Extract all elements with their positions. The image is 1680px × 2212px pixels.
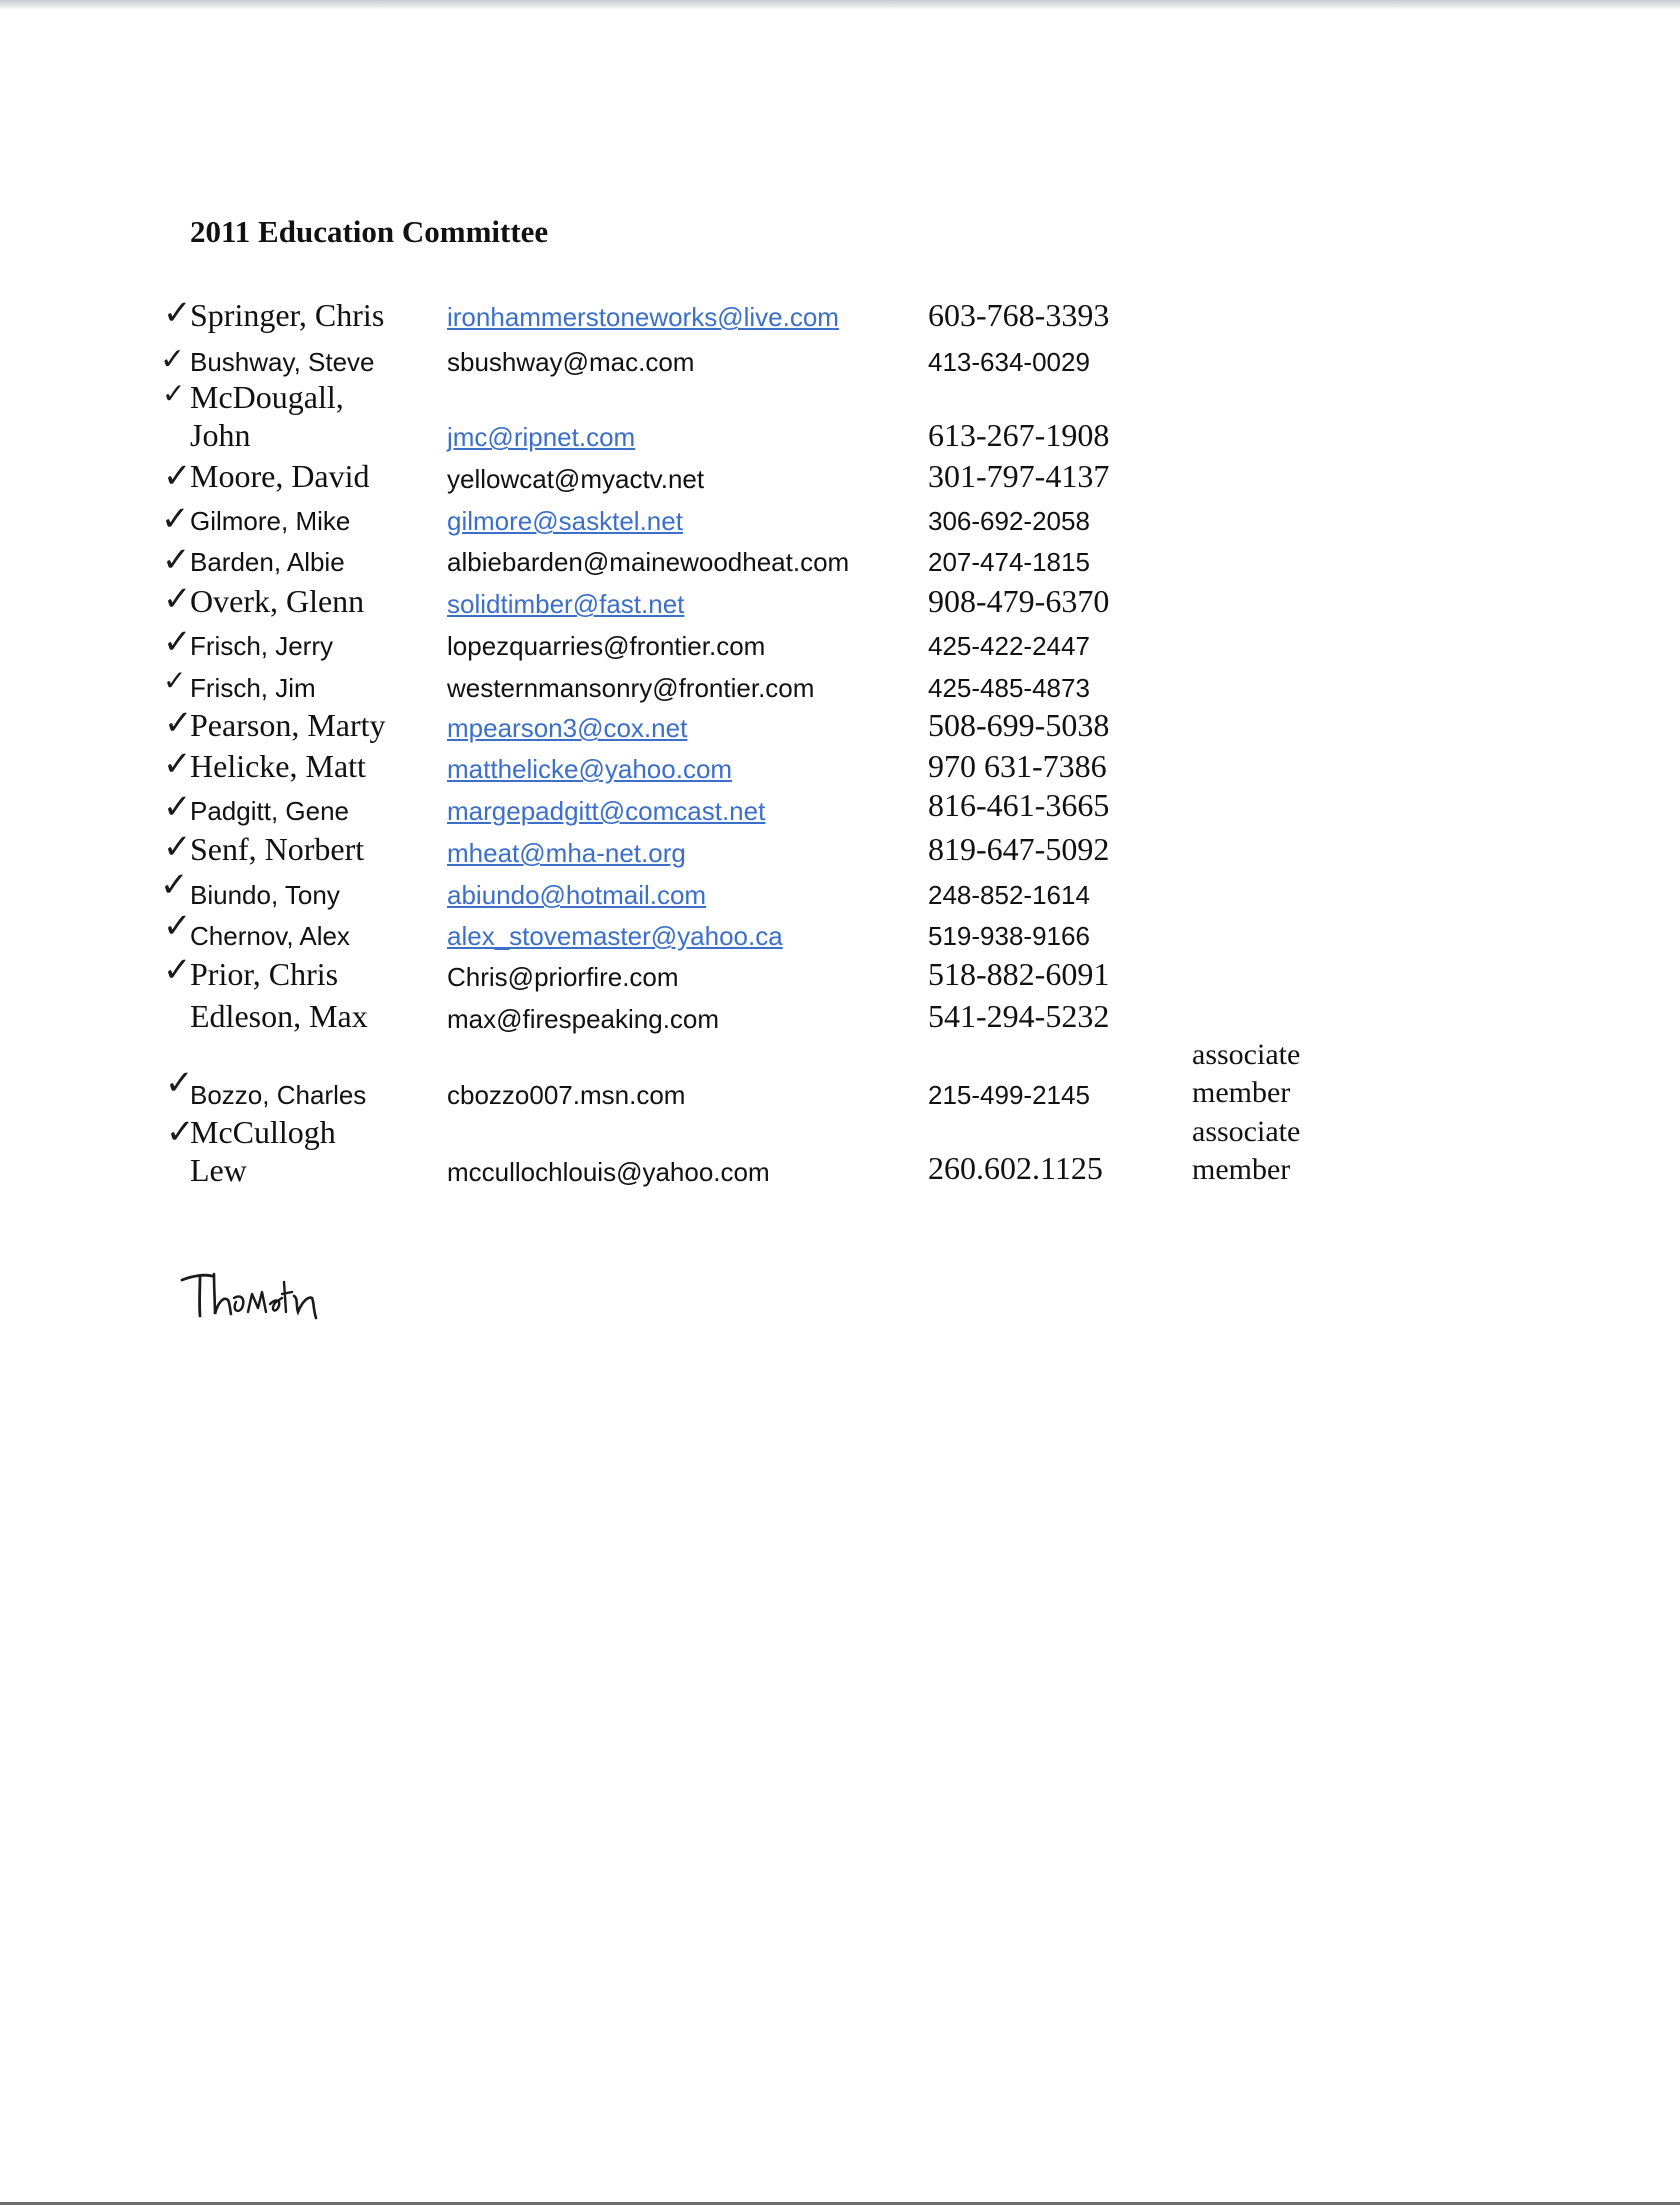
member-name: Biundo, Tony xyxy=(190,880,340,910)
signature-scribble xyxy=(178,1268,328,1328)
member-phone: 519-938-9166 xyxy=(928,921,1090,951)
checkmark-icon: ✓ xyxy=(165,1063,194,1103)
checkmark-icon: ✓ xyxy=(160,865,189,905)
handwritten-signature xyxy=(178,1268,328,1333)
member-phone: 306-692-2058 xyxy=(928,506,1090,536)
member-name: Pearson, Marty xyxy=(190,707,386,743)
checkmark-icon: ✓ xyxy=(163,456,192,496)
checkmark-icon: ✓ xyxy=(160,342,186,377)
member-email-link[interactable]: mheat@mha-net.org xyxy=(447,838,686,868)
member-email: lopezquarries@frontier.com xyxy=(447,631,766,661)
document-title: 2011 Education Committee xyxy=(190,214,549,249)
member-name: Senf, Norbert xyxy=(190,831,365,867)
member-name: Bozzo, Charles xyxy=(190,1080,367,1110)
member-email-link[interactable]: abiundo@hotmail.com xyxy=(447,880,707,910)
member-phone: 603-768-3393 xyxy=(928,297,1110,333)
checkmark-icon: ✓ xyxy=(163,744,192,784)
member-email-link[interactable]: ironhammerstoneworks@live.com xyxy=(447,302,839,332)
member-name: Edleson, Max xyxy=(190,998,368,1034)
member-name: Moore, David xyxy=(190,458,370,494)
member-phone: 613-267-1908 xyxy=(928,417,1110,453)
member-email: mccullochlouis@yahoo.com xyxy=(447,1157,770,1187)
member-name: Frisch, Jim xyxy=(190,673,316,703)
member-email: westernmansonry@frontier.com xyxy=(447,673,815,703)
member-phone: 425-485-4873 xyxy=(928,673,1090,703)
checkmark-icon: ✓ xyxy=(163,579,192,619)
member-name: McCullogh Lew xyxy=(190,1114,336,1188)
checkmark-icon: ✓ xyxy=(161,499,190,539)
scan-edge-bottom xyxy=(0,2202,1680,2205)
member-name: Bushway, Steve xyxy=(190,347,375,377)
member-phone: 816-461-3665 xyxy=(928,787,1110,823)
checkmark-icon: ✓ xyxy=(166,1112,195,1152)
member-name: Padgitt, Gene xyxy=(190,796,349,826)
member-email: Chris@priorfire.com xyxy=(447,962,679,992)
member-email-link[interactable]: matthelicke@yahoo.com xyxy=(447,754,733,784)
member-email-link[interactable]: jmc@ripnet.com xyxy=(447,422,636,452)
member-phone: 260.602.1125 xyxy=(928,1150,1103,1186)
member-phone: 541-294-5232 xyxy=(928,998,1110,1034)
checkmark-icon: ✓ xyxy=(163,950,192,990)
checkmark-icon: ✓ xyxy=(162,377,186,410)
member-phone: 970 631-7386 xyxy=(928,748,1107,784)
member-note: associate member xyxy=(1192,1038,1301,1109)
member-email-link[interactable]: solidtimber@fast.net xyxy=(447,589,685,619)
member-email: sbushway@mac.com xyxy=(447,347,695,377)
member-phone: 207-474-1815 xyxy=(928,547,1090,577)
member-phone: 425-422-2447 xyxy=(928,631,1090,661)
checkmark-icon: ✓ xyxy=(163,622,192,662)
member-email-link[interactable]: margepadgitt@comcast.net xyxy=(447,796,766,826)
checkmark-icon: ✓ xyxy=(163,664,187,697)
member-email: albiebarden@mainewoodheat.com xyxy=(447,547,850,577)
checkmark-icon: ✓ xyxy=(163,827,192,867)
member-phone: 301-797-4137 xyxy=(928,458,1110,494)
checkmark-icon: ✓ xyxy=(163,787,192,827)
member-email-link[interactable]: gilmore@sasktel.net xyxy=(447,506,683,536)
member-name: Chernov, Alex xyxy=(190,921,350,951)
member-phone: 215-499-2145 xyxy=(928,1080,1090,1110)
member-email: yellowcat@myactv.net xyxy=(447,464,705,494)
member-name: McDougall, John xyxy=(190,379,344,453)
member-note: associate member xyxy=(1192,1115,1301,1186)
member-name: Overk, Glenn xyxy=(190,583,365,619)
member-name: Gilmore, Mike xyxy=(190,506,351,536)
checkmark-icon: ✓ xyxy=(163,293,192,333)
member-phone: 508-699-5038 xyxy=(928,707,1110,743)
checkmark-icon: ✓ xyxy=(164,703,193,743)
member-email: max@firespeaking.com xyxy=(447,1004,720,1034)
member-phone: 413-634-0029 xyxy=(928,347,1090,377)
member-email: cbozzo007.msn.com xyxy=(447,1080,686,1110)
member-name: Frisch, Jerry xyxy=(190,631,333,661)
checkmark-icon: ✓ xyxy=(163,906,192,946)
member-name: Prior, Chris xyxy=(190,956,339,992)
member-phone: 819-647-5092 xyxy=(928,831,1110,867)
member-phone: 908-479-6370 xyxy=(928,583,1110,619)
member-phone: 518-882-6091 xyxy=(928,956,1110,992)
member-email-link[interactable]: mpearson3@cox.net xyxy=(447,713,688,743)
checkmark-icon: ✓ xyxy=(162,540,191,580)
member-name: Springer, Chris xyxy=(190,297,385,333)
member-email-link[interactable]: alex_stovemaster@yahoo.ca xyxy=(447,921,783,951)
scan-edge-top xyxy=(0,0,1680,10)
member-name: Barden, Albie xyxy=(190,547,345,577)
member-name: Helicke, Matt xyxy=(190,748,366,784)
member-phone: 248-852-1614 xyxy=(928,880,1090,910)
